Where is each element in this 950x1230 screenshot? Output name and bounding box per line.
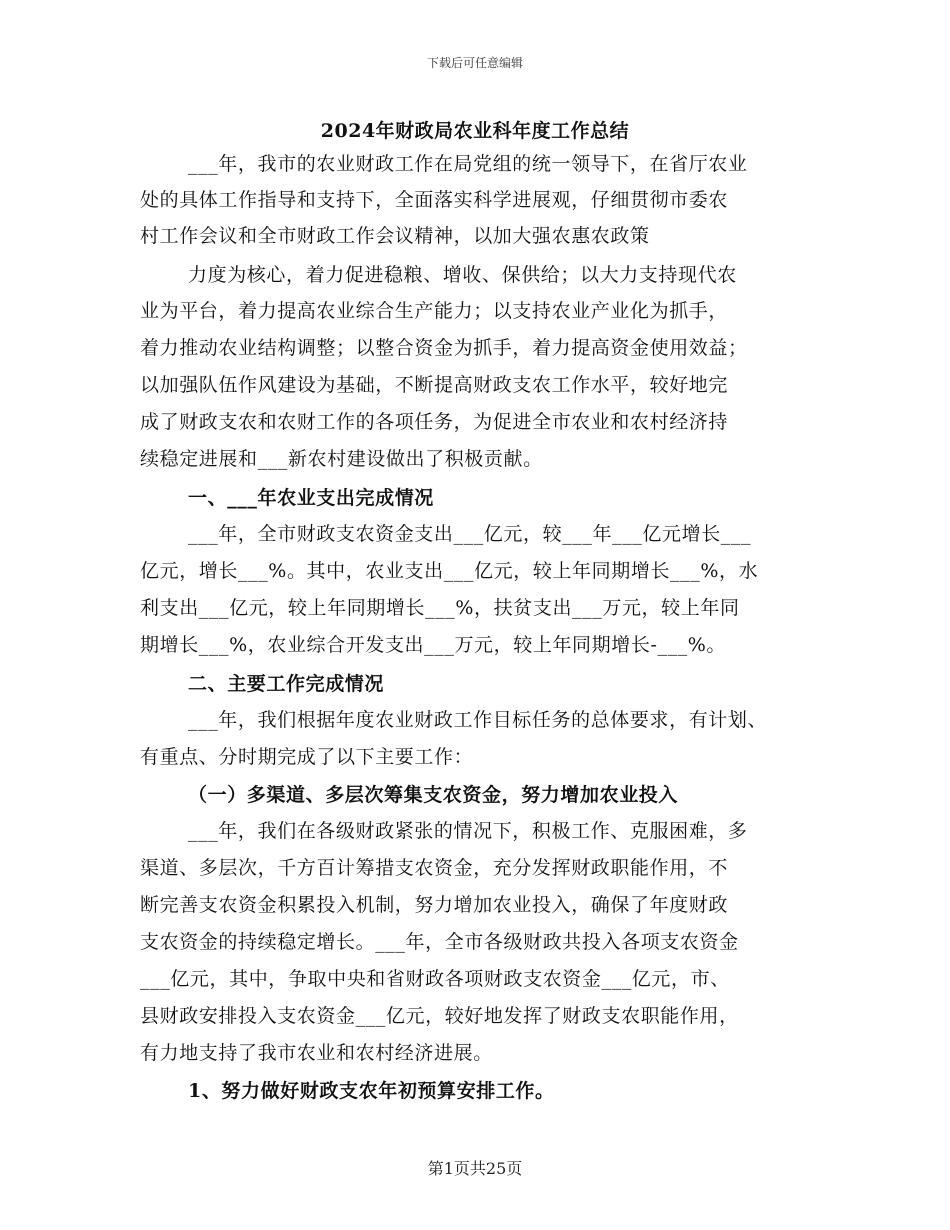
paragraph-line: ___年，我市的农业财政工作在局党组的统一领导下，在省厅农业 — [188, 153, 748, 175]
paragraph-line: 以加强队伍作风建设为基础，不断提高财政支农工作水平，较好地完 — [140, 374, 729, 396]
paragraph-line: 渠道、多层次，千方百计筹措支农资金，充分发挥财政职能作用，不 — [140, 857, 729, 879]
paragraph-line: 续稳定进展和___新农村建设做出了积极贡献。 — [140, 448, 543, 470]
paragraph-line: 支农资金的持续稳定增长。___年，全市各级财政共投入各项支农资金 — [140, 931, 739, 953]
paragraph-line: 处的具体工作指导和支持下，全面落实科学进展观，仔细贯彻市委农 — [140, 189, 729, 211]
paragraph-line: 有力地支持了我市农业和农村经济进展。 — [140, 1042, 493, 1064]
paragraph-line: 亿元，增长___%。其中，农业支出___亿元，较上年同期增长___%，水 — [140, 560, 759, 582]
paragraph-line: 着力推动农业结构调整；以整合资金为抓手，着力提高资金使用效益； — [140, 337, 748, 359]
section-heading: 二、主要工作完成情况 — [188, 673, 385, 695]
page-number: 第1页共25页 — [427, 1159, 523, 1178]
paragraph-line: ___亿元，其中，争取中央和省财政各项财政支农资金___亿元，市、 — [140, 968, 730, 990]
paragraph-line: 力度为核心，着力促进稳粮、增收、保供给；以大力支持现代农 — [188, 264, 737, 286]
paragraph-line: 利支出___亿元，较上年同期增长___%，扶贫支出___万元，较上年同 — [140, 597, 740, 619]
subsection-heading: （一）多渠道、多层次筹集支农资金，努力增加农业投入 — [188, 784, 679, 806]
document-title: 2024年财政局农业科年度工作总结 — [320, 120, 630, 142]
paragraph-line: ___年，我们根据年度农业财政工作目标任务的总体要求，有计划、 — [188, 709, 768, 731]
paragraph-line: 期增长___%，农业综合开发支出___万元，较上年同期增长-___%。 — [140, 634, 727, 656]
paragraph-line: 村工作会议和全市财政工作会议精神，以加大强农惠农政策 — [140, 225, 650, 247]
paragraph-line: 业为平台，着力提高农业综合生产能力；以支持农业产业化为抓手， — [140, 300, 729, 322]
paragraph-line: ___年，全市财政支农资金支出___亿元，较___年___亿元增长___ — [188, 523, 752, 545]
section-heading: 一、___年农业支出完成情况 — [188, 487, 434, 509]
paragraph-line: 断完善支农资金积累投入机制，努力增加农业投入，确保了年度财政 — [140, 894, 729, 916]
subsection-heading: 1、努力做好财政支农年初预算安排工作。 — [188, 1080, 555, 1102]
paragraph-line: 有重点、分时期完成了以下主要工作： — [140, 746, 474, 768]
header-note: 下载后可任意编辑 — [426, 56, 523, 70]
paragraph-line: 县财政安排投入支农资金___亿元，较好地发挥了财政支农职能作用， — [140, 1005, 739, 1027]
paragraph-line: 成了财政支农和农财工作的各项任务，为促进全市农业和农村经济持 — [140, 411, 729, 433]
paragraph-line: ___年，我们在各级财政紧张的情况下，积极工作、克服困难，多 — [188, 820, 748, 842]
